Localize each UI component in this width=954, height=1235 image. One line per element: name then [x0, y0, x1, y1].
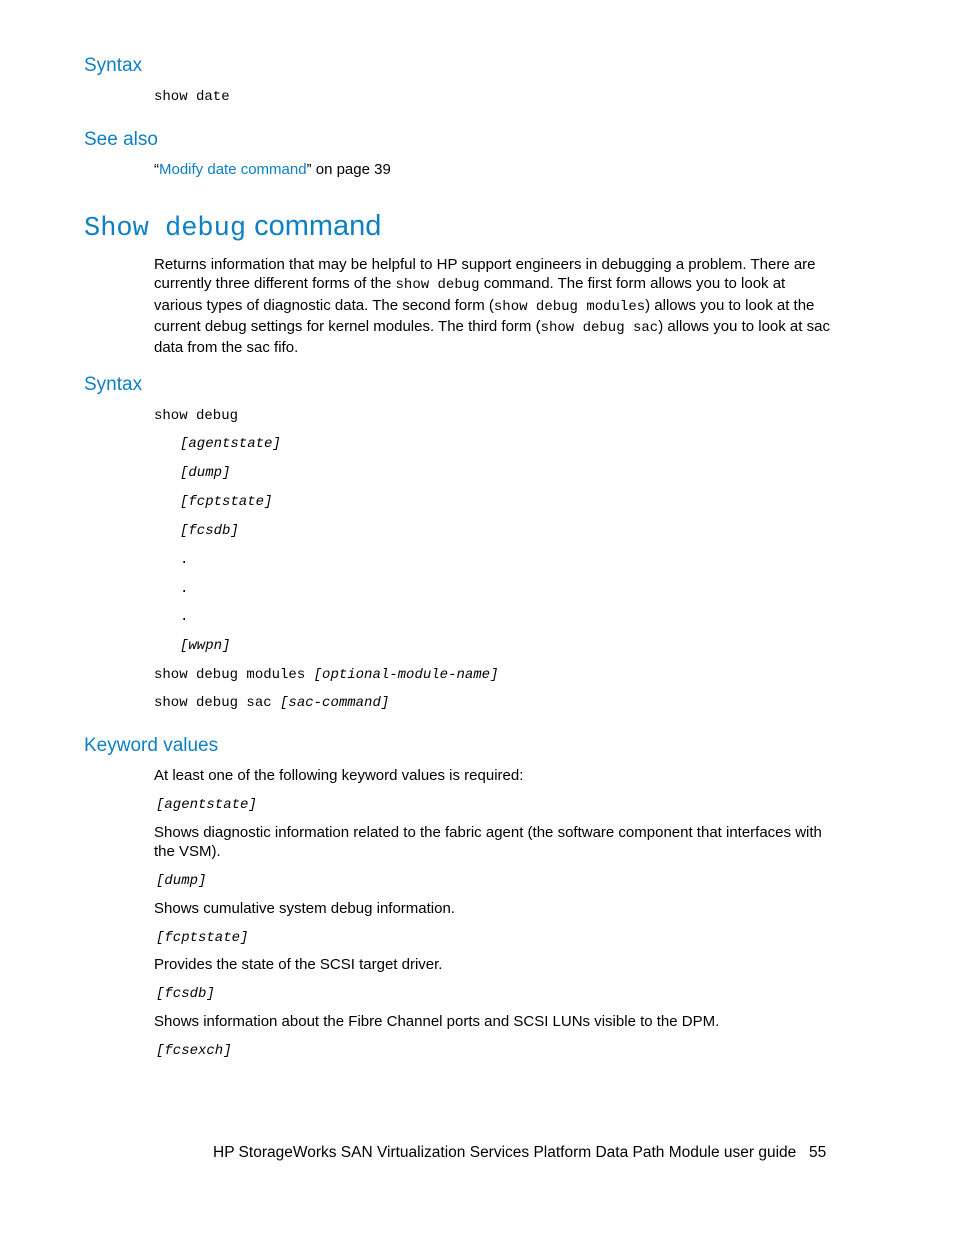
keyword-intro: At least one of the following keyword values is required:: [154, 767, 524, 784]
desc-text-2: command. The first form allows you to look at various types of diagnostic data. The second form (: [154, 275, 786, 314]
syntax-option: [agentstate]: [180, 436, 281, 452]
desc-text-4: ) allows you to look at sac data from the sac fifo.: [154, 317, 830, 357]
syntax-option: [dump]: [180, 465, 231, 481]
keyword-name: [fcsexch]: [156, 1043, 232, 1059]
page-number: 55: [809, 1144, 827, 1161]
command-title: [84, 208, 381, 247]
keyword-description: Shows diagnostic information related to the fabric agent (the software component that interfaces with the VSM).: [154, 824, 822, 861]
desc-code-show-debug-modules: show debug modules: [493, 298, 646, 315]
command-title-code: Show debug: [84, 214, 247, 244]
keyword-description: Shows cumulative system debug information.: [154, 900, 455, 917]
keyword-values-heading: Keyword values: [84, 735, 219, 756]
syntax-show-debug-sac: show debug sac [sac-command]: [154, 695, 390, 711]
syntax-show-debug: show debug: [154, 408, 239, 424]
syntax-heading: Syntax: [84, 55, 143, 76]
see-also-heading: See also: [84, 129, 158, 150]
page-reference-text: ” on page 39: [306, 161, 391, 178]
keyword-name: [dump]: [156, 873, 207, 889]
keyword-name: [agentstate]: [156, 797, 257, 813]
syntax-heading-2: Syntax: [84, 374, 143, 395]
syntax-ellipsis-dot: .: [180, 552, 189, 568]
desc-text-3: ) allows you to look at the current debug settings for kernel modules. The third form (: [154, 296, 815, 335]
syntax-show-debug-modules: show debug modules [optional-module-name]: [154, 667, 499, 683]
keyword-name: [fcptstate]: [156, 930, 249, 946]
syntax-option: [wwpn]: [180, 638, 231, 654]
keyword-description: Provides the state of the SCSI target driver.: [154, 956, 443, 973]
syntax-ellipsis-dot: .: [180, 609, 189, 625]
open-quote: “: [154, 161, 159, 178]
desc-code-show-debug: show debug: [395, 277, 480, 294]
modify-date-command-link[interactable]: Modify date command: [159, 161, 307, 178]
keyword-description: Shows information about the Fibre Channel ports and SCSI LUNs visible to the DPM.: [154, 1013, 720, 1030]
syntax-code-show-date: show date: [154, 89, 230, 105]
desc-text-1: Returns information that may be helpful to HP support engineers in debugging a problem. There are currently three different forms of the: [154, 256, 816, 293]
desc-code-show-debug-sac: show debug sac: [540, 319, 659, 336]
see-also-reference: [154, 160, 830, 179]
keyword-name: [fcsdb]: [156, 986, 215, 1002]
command-description: [154, 255, 830, 357]
syntax-option: [fcptstate]: [180, 494, 273, 510]
command-title-text: command: [254, 210, 382, 242]
footer-title: HP StorageWorks SAN Virtualization Services Platform Data Path Module user guide: [213, 1144, 797, 1161]
syntax-option: [fcsdb]: [180, 523, 239, 539]
syntax-ellipsis-dot: .: [180, 581, 189, 597]
